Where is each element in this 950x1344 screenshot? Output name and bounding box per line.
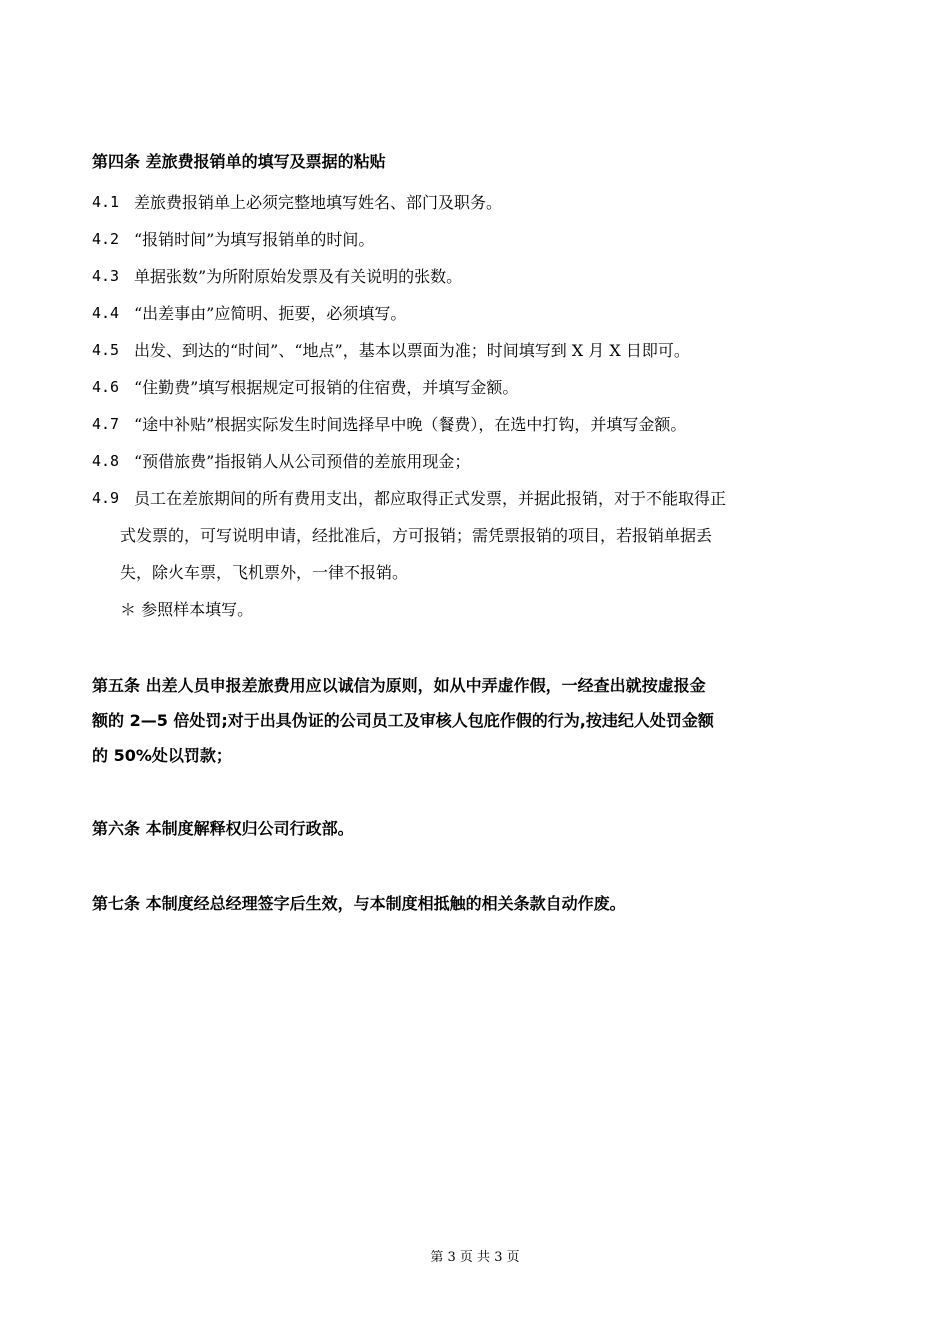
article-5 <box>92 668 837 773</box>
item-text: “出差事由”应简明、扼要，必须填写。 <box>134 304 407 323</box>
item-text: “报销时间”为填写报销单的时间。 <box>134 230 375 249</box>
item-number: 4.2 <box>92 230 120 248</box>
article-6: 第六条 本制度解释权归公司行政部。 <box>92 819 354 838</box>
article-5-line-3: 的 50%处以罚款； <box>92 746 232 765</box>
article-7: 第七条 本制度经总经理签字后生效，与本制度相抵触的相关条款自动作废。 <box>92 894 626 913</box>
item-text: “住勤费”填写根据规定可报销的住宿费，并填写金额。 <box>134 378 519 397</box>
item-number: 4.8 <box>92 452 120 470</box>
item-4-4 <box>92 295 837 332</box>
item-number: 4.9 <box>92 489 120 507</box>
item-4-5 <box>92 332 837 369</box>
article-5-line-1: 第五条 出差人员申报差旅费用应以诚信为原则，如从中弄虚作假，一经查出就按虚报金 <box>92 676 706 695</box>
sample-note: ＊ 参照样本填写。 <box>120 600 254 619</box>
item-number: 4.5 <box>92 341 120 359</box>
section-4-items <box>92 184 837 628</box>
item-text: 出发、到达的“时间”、“地点”，基本以票面为准；时间填写到 X 月 X 日即可。 <box>134 341 690 360</box>
item-text: “预借旅费”指报销人从公司预借的差旅用现金； <box>134 452 471 471</box>
item-text-line-3: 失，除火车票，飞机票外，一律不报销。 <box>120 563 409 582</box>
section-4-title: 第四条 差旅费报销单的填写及票据的粘贴 <box>92 152 386 171</box>
item-4-7 <box>92 406 837 443</box>
item-text: 单据张数”为所附原始发票及有关说明的张数。 <box>134 267 463 286</box>
page-footer: 第 3 页 共 3 页 <box>430 1250 520 1265</box>
item-number: 4.6 <box>92 378 120 396</box>
item-text-line-1: 员工在差旅期间的所有费用支出，都应取得正式发票，并据此报销，对于不能取得正 <box>134 489 727 508</box>
item-number: 4.3 <box>92 267 120 285</box>
item-4-8 <box>92 443 837 480</box>
item-4-6 <box>92 369 837 406</box>
item-4-9 <box>92 480 837 591</box>
item-number: 4.4 <box>92 304 120 322</box>
item-text-line-2: 式发票的，可写说明申请，经批准后，方可报销；需凭票报销的项目，若报销单据丢 <box>120 526 713 545</box>
item-text: “途中补贴”根据实际发生时间选择早中晚（餐费），在选中打钩，并填写金额。 <box>134 415 687 434</box>
item-4-3 <box>92 258 837 295</box>
item-4-1 <box>92 184 837 221</box>
article-5-line-2: 额的 2—5 倍处罚;对于出具伪证的公司员工及审核人包庇作假的行为,按违纪人处罚金额 <box>92 711 714 730</box>
document-body <box>92 148 837 921</box>
item-number: 4.7 <box>92 415 120 433</box>
item-text: 差旅费报销单上必须完整地填写姓名、部门及职务。 <box>134 193 503 212</box>
item-4-2 <box>92 221 837 258</box>
item-number: 4.1 <box>92 193 120 211</box>
